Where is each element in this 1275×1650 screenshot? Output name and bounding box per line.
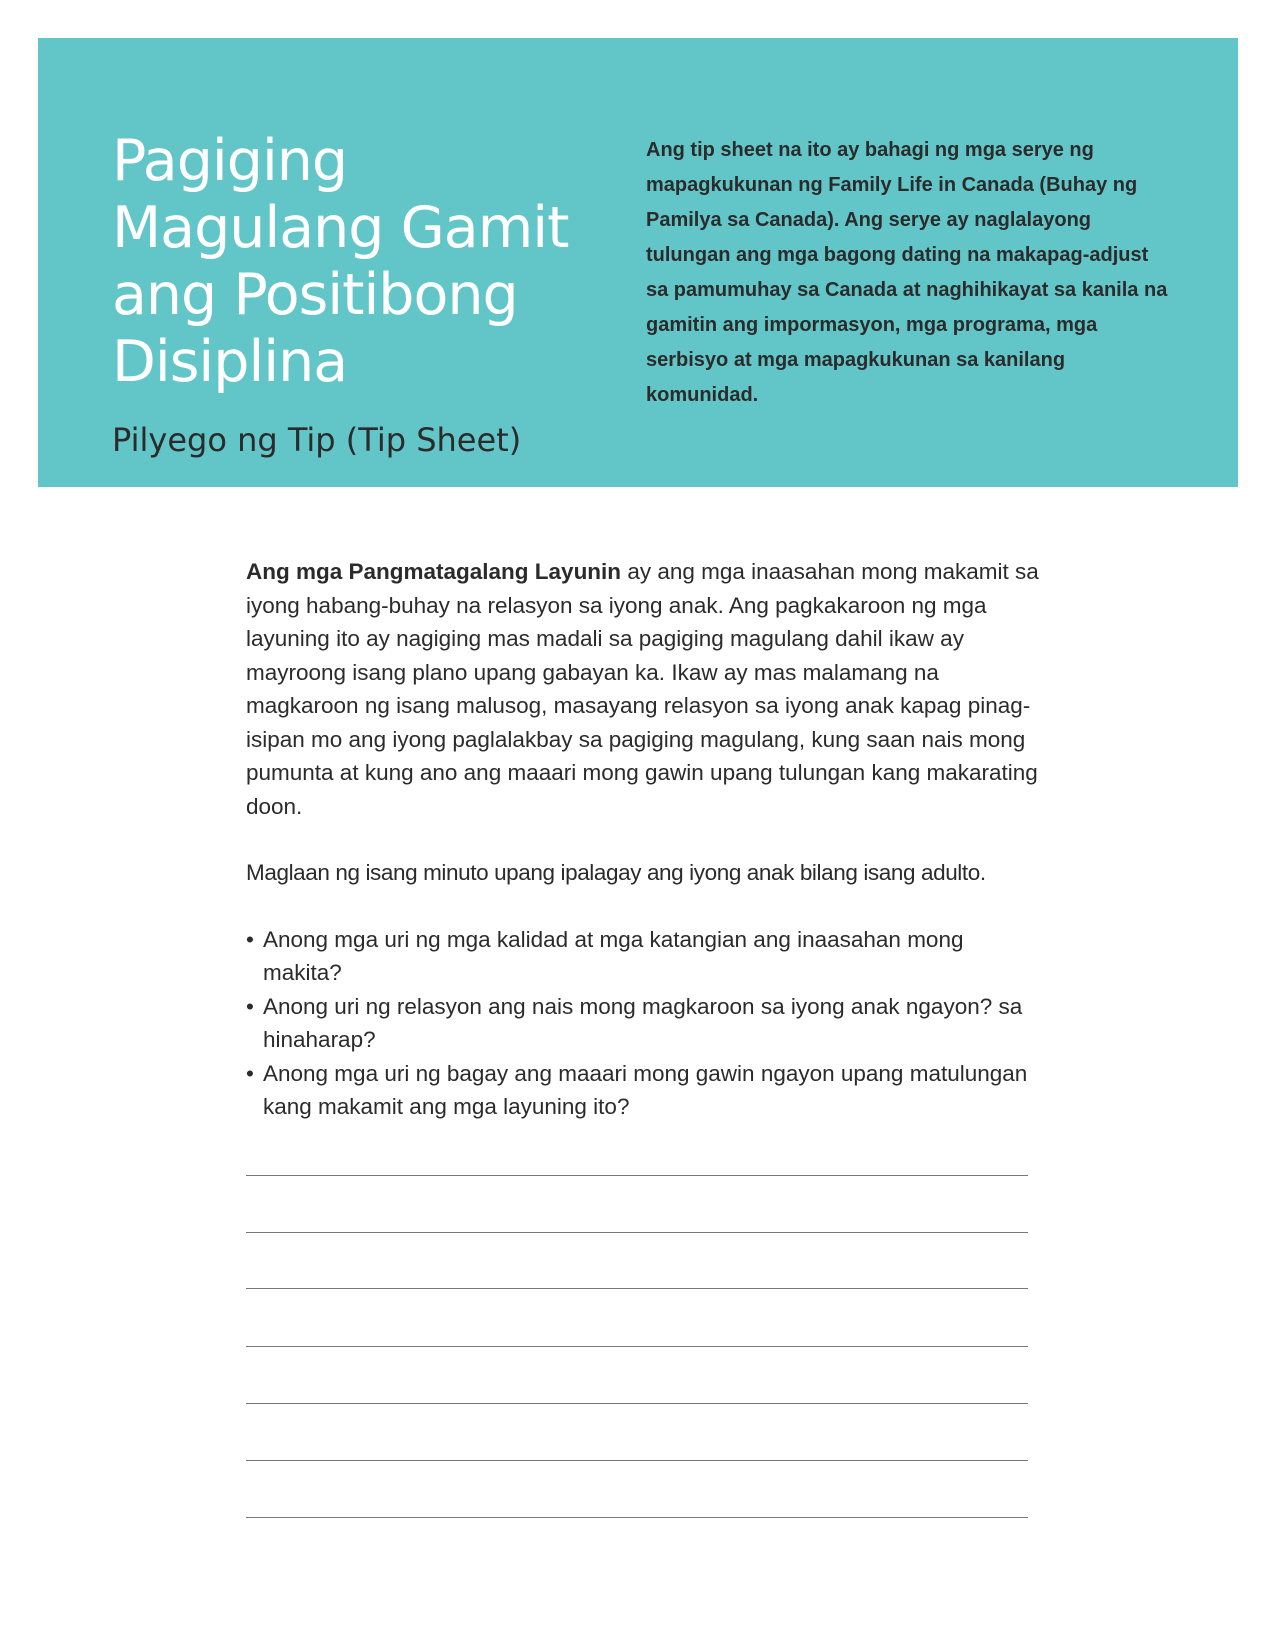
writing-line[interactable] <box>246 1232 1028 1233</box>
list-item: • Anong mga uri ng bagay ang maaari mong gawin ngayon upang matulungan kang makamit ang mga layuning ito? <box>246 1057 1046 1124</box>
writing-line[interactable] <box>246 1403 1028 1404</box>
lead-paragraph <box>246 555 1046 823</box>
page-title: Pagiging Magulang Gamit ang Positibong Disiplina <box>112 128 569 395</box>
body-content <box>246 555 1046 1124</box>
writing-line[interactable] <box>246 1288 1028 1289</box>
list-item: • Anong mga uri ng mga kalidad at mga katangian ang inaasahan mong makita? <box>246 923 1046 990</box>
list-item: • Anong uri ng relasyon ang nais mong magkaroon sa iyong anak ngayon? sa hinaharap? <box>246 990 1046 1057</box>
page-subtitle: Pilyego ng Tip (Tip Sheet) <box>112 421 522 459</box>
writing-line[interactable] <box>246 1460 1028 1461</box>
writing-line[interactable] <box>246 1175 1028 1176</box>
intro-text: Ang tip sheet na ito ay bahagi ng mga serye ng mapagkukunan ng Family Life in Canada (Buhay ng Pamilya sa Canada). Ang serye ay naglalayong tulungan ang mga bagong dating na makapag-adjust sa pamumuhay sa Canada at naghihikayat sa kanila na gamitin ang impormasyon, mga programa, mga serbisyo at mga mapagkukunan sa kanilang komunidad. <box>646 139 1168 406</box>
writing-line[interactable] <box>246 1346 1028 1347</box>
question-list <box>246 923 1046 1124</box>
lead-rest: ay ang mga inaasahan mong makamit sa iyong habang-buhay na relasyon sa iyong anak. Ang pagkakaroon ng mga layuning ito ay nagiging mas madali sa pagiging magulang dahil ikaw ay mayroong isang plano upang gabayan ka. Ikaw ay mas malamang na magkaroon ng isang malusog, masayang relasyon sa iyong anak kapag pinag-isipan mo ang iyong paglalakbay sa pagiging magulang, kung saan nais mong pumunta at kung ano ang maaari mong gawin upang tulungan kang makarating doon. <box>246 559 1039 819</box>
lead-bold: Ang mga Pangmatagalang Layunin <box>246 559 622 584</box>
writing-line[interactable] <box>246 1517 1028 1518</box>
prompt-paragraph: Maglaan ng isang minuto upang ipalagay ang iyong anak bilang isang adulto. <box>246 860 986 885</box>
